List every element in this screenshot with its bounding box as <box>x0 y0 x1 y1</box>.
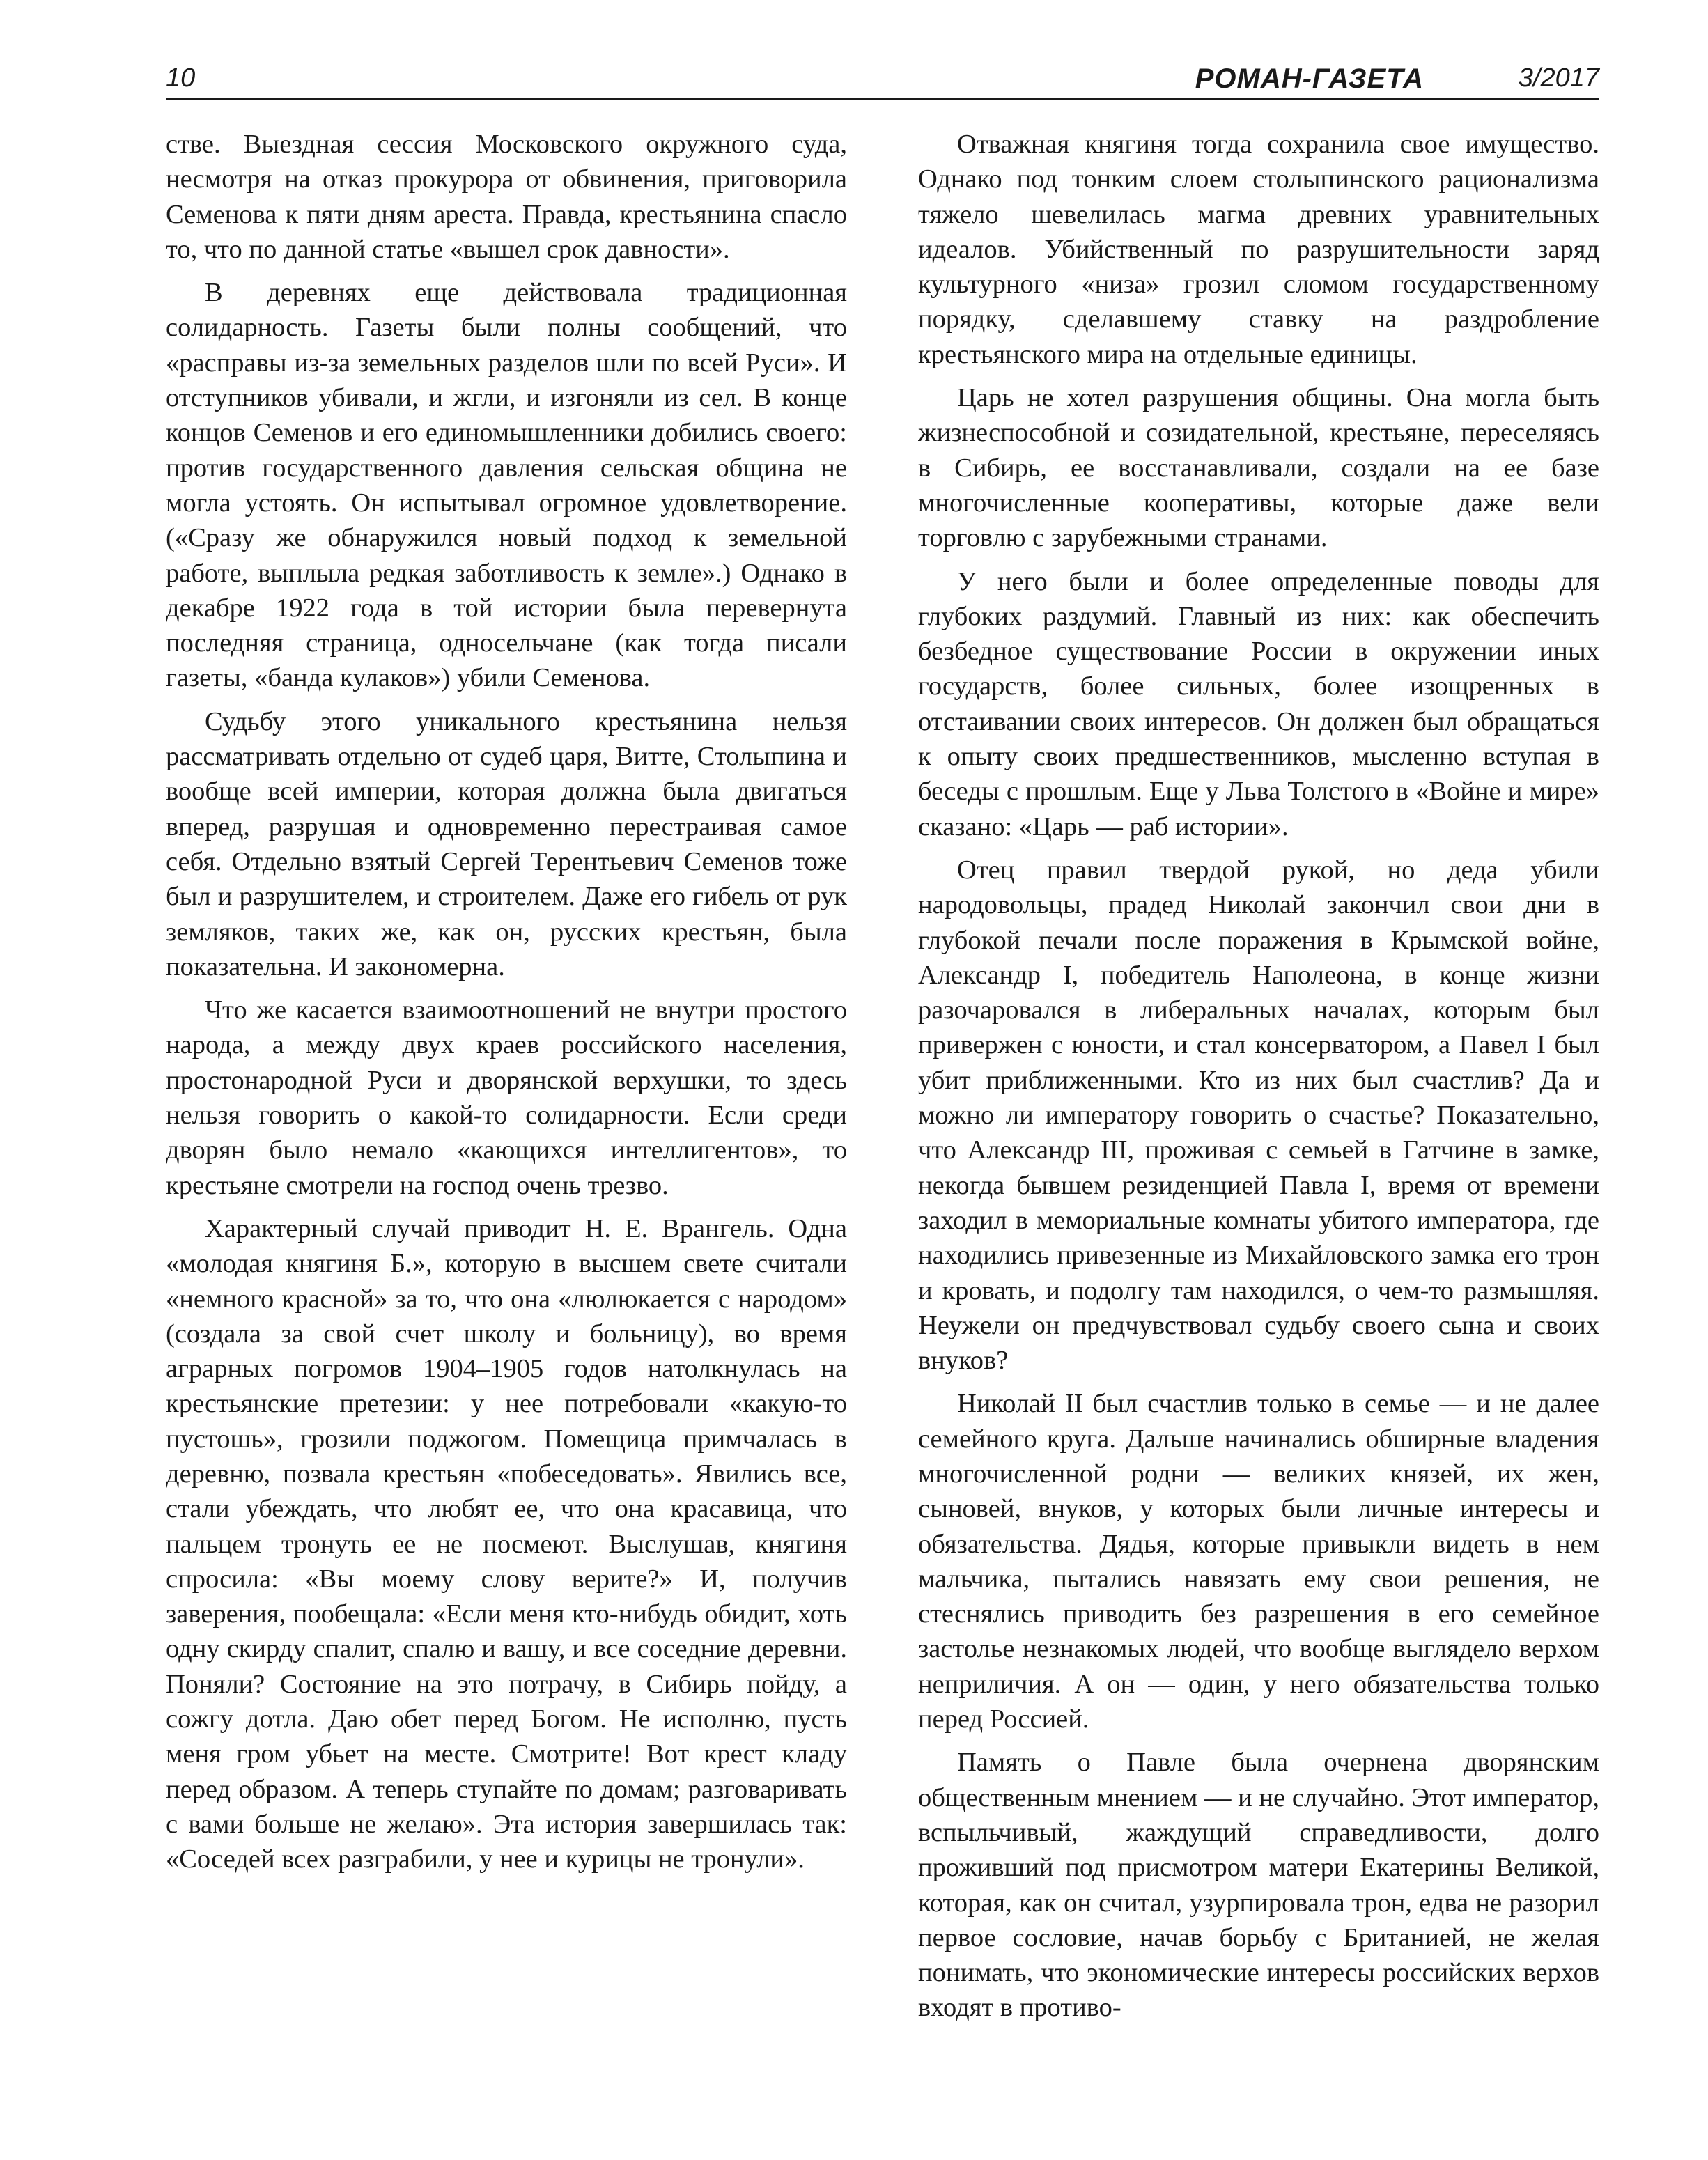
paragraph: Что же касается взаимоотношений не внутри простого народа, а между двух краев российского населения, простонародной Руси и дворянской верхушки, то здесь нельзя говорить о какой-то солидарности. Если среди дворян было немало «кающихся интеллигентов», то крестьяне смотрели на господ очень трезво. <box>166 995 847 1200</box>
right-column <box>918 127 1599 2105</box>
journal-title: РОМАН-ГАЗЕТА <box>1195 63 1424 94</box>
paragraph: В деревнях еще действовала традиционная солидарность. Газеты были полны сообщений, что «расправы из-за земельных разделов шли по всей Руси». И отступников убивали, и жгли, и изгоняли из сел. В конце концов Семенов и его единомышленники добились своего: против государственного давления сельская община не могла устоять. Он испытывал огромное удовлетворение. («Сразу же обнаружился новый подход к земельной работе, выплыла редкая заботливость к земле».) Однако в декабре 1922 года в той истории была перевернута последняя страница, односельчане (как тогда писали газеты, «банда кулаков») убили Семенова. <box>166 278 847 693</box>
paragraph: Царь не хотел разрушения общины. Она могла быть жизнеспособной и созидательной, крестьяне, переселяясь в Сибирь, ее восстанавливали, создали на ее базе многочисленные кооперативы, которые даже вели торговлю с зарубежными странами. <box>918 383 1599 553</box>
paragraph: У него были и более определенные поводы для глубоких раздумий. Главный из них: как обеспечить безбедное существование России в окружении иных государств, более сильных, более изощренных в отстаивании своих интересов. Он должен был обращаться к опыту своих предшественников, мысленно вступая в беседы с прошлым. Еще у Льва Толстого в «Войне и мире» сказано: «Царь — раб истории». <box>918 566 1599 841</box>
text-columns <box>166 127 1599 2105</box>
paragraph: Судьбу этого уникального крестьянина нельзя рассматривать отдельно от судеб царя, Витте, Столыпина и вообще всей империи, которая должна была двигаться вперед, разрушая и одновременно перестраивая самое себя. Отдельно взятый Сергей Терентьевич Семенов тоже был и разрушителем, и строителем. Даже его гибель от рук земляков, таких же, как он, русских крестьян, была показательна. И закономерна. <box>166 706 847 981</box>
paragraph: Характерный случай приводит Н. Е. Врангель. Одна «молодая княгиня Б.», которую в высшем свете считали «немного красной» за то, что она «люлюкается с народом» (создала за свой счет школу и больницу), во время аграрных погромов 1904–1905 годов натолкнулась на крестьянские претезии: у нее потребовали «какую-то пустошь», грозили поджогом. Помещица примчалась в деревню, позвала крестьян «побеседовать». Явились все, стали убеждать, что любят ее, что она красавица, что пальцем тронуть ее не посмеют. Выслушав, княгиня спросила: «Вы моему слову верите?» И, получив заверения, пообещала: «Если меня кто-нибудь обидит, хоть одну скирду спалит, спалю и вашу, и все соседние деревни. Поняли? Состояние на это потрачу, в Сибирь пойду, а сожгу дотла. Даю обет перед Богом. Не исполню, пусть меня гром убьет на месте. Смотрите! Вот крест кладу перед образом. А теперь ступайте по домам; разговаривать с вами больше не желаю». Эта история завершилась так: «Соседей всех разграбили, у нее и курицы не тронули». <box>166 1213 847 1874</box>
page-number: 10 <box>166 63 196 93</box>
running-header <box>166 60 1599 100</box>
issue-number: 3/2017 <box>1518 63 1599 93</box>
paragraph: стве. Выездная сессия Московского окружного суда, несмотря на отказ прокурора от обвинения, приговорила Семенова к пяти дням ареста. Правда, крестьянина спасло то, что по данной статье «вышел срок давности». <box>166 130 847 264</box>
magazine-page <box>166 60 1599 2122</box>
paragraph: Память о Павле была очернена дворянским общественным мнением — и не случайно. Этот император, вспыльчивый, жаждущий справедливости, долго проживший под присмотром матери Екатерины Великой, которая, как он считал, узурпировала трон, едва не разорил первое сословие, начав борьбу с Британией, не желая понимать, что экономические интересы российских верхов входят в противо- <box>918 1748 1599 2023</box>
left-column <box>166 127 847 2105</box>
paragraph: Николай II был счастлив только в семье — и не далее семейного круга. Дальше начинались обширные владения многочисленной родни — великих князей, их жен, сыновей, внуков, у которых были личные интересы и обязательства. Дядья, которые привыкли видеть в нем мальчика, пытались навязать ему свои решения, не стеснялись приводить без разрешения в его семейное застолье незнакомых людей, что вообще выглядело верхом неприличия. А он — один, у него обязательства только перед Россией. <box>918 1389 1599 1734</box>
paragraph: Отважная княгиня тогда сохранила свое имущество. Однако под тонким слоем столыпинского рационализма тяжело шевелилась магма древних уравнительных идеалов. Убийственный по разрушительности заряд культурного «низа» грозил сломом государственному порядку, сделавшему ставку на раздробление крестьянского мира на отдельные единицы. <box>918 130 1599 369</box>
paragraph: Отец правил твердой рукой, но деда убили народовольцы, прадед Николай закончил свои дни в глубокой печали после поражения в Крымской войне, Александр I, победитель Наполеона, в конце жизни разочаровался в либеральных началах, которым был привержен с юности, и стал консерватором, а Павел I был убит приближенными. Кто из них был счастлив? Да и можно ли императору говорить о счастье? Показательно, что Александр III, проживая с семьей в Гатчине в замке, некогда бывшем резиденцией Павла I, время от времени заходил в мемориальные комнаты убитого императора, где находились привезенные из Михайловского замка его трон и кровать, и подолгу там находился, о чем-то размышляя. Неужели он предчувствовал судьбу своего сына и своих внуков? <box>918 855 1599 1376</box>
